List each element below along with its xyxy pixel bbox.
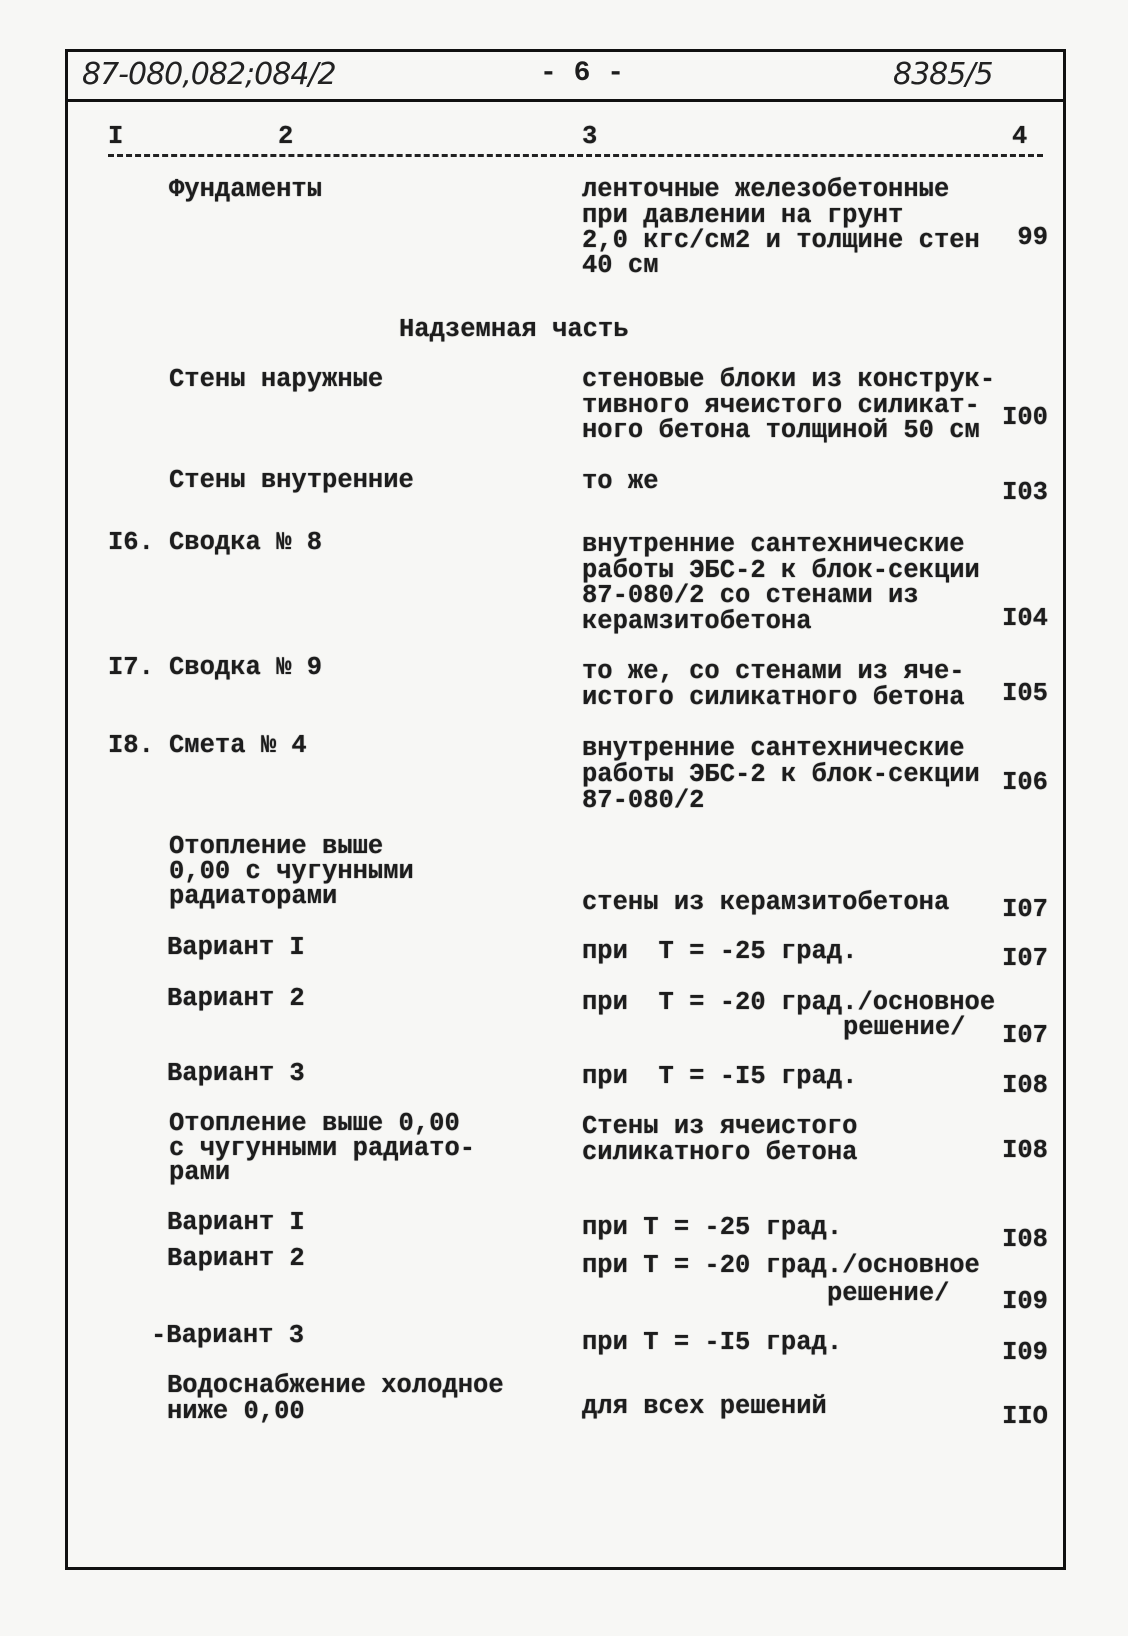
item-description: при давлении на грунт	[582, 201, 904, 230]
item-description: силикатного бетона	[582, 1138, 858, 1167]
item-name: Вариант I	[167, 1208, 305, 1237]
item-description: Стены из ячеистого	[582, 1112, 858, 1141]
item-description: керамзитобетона	[582, 607, 812, 636]
item-name: 0,00 с чугунными	[169, 857, 414, 886]
item-description: стены из керамзитобетона	[582, 888, 950, 917]
item-description: тивного ячеистого силикат-	[582, 391, 980, 420]
column-number-3: 3	[582, 122, 598, 151]
document-codes: 87-080,082;084/2	[82, 57, 336, 92]
item-page: I07	[1002, 1021, 1048, 1050]
item-page: IIO	[1002, 1402, 1048, 1431]
header-divider	[65, 99, 1066, 102]
item-description: внутренние сантехнические	[582, 530, 965, 559]
item-number: I8.	[108, 731, 154, 760]
item-page: I04	[1002, 604, 1048, 633]
item-page: I06	[1002, 768, 1048, 797]
item-name: Фундаменты	[169, 175, 323, 204]
item-page: 99	[1017, 223, 1048, 252]
item-name: ниже 0,00	[167, 1397, 305, 1426]
item-name: Смета № 4	[169, 731, 307, 760]
item-description: при Т = -25 град.	[582, 937, 858, 966]
item-name: Сводка № 8	[169, 528, 323, 557]
item-name: Водоснабжение холодное	[167, 1371, 504, 1400]
item-description: внутренние сантехнические	[582, 734, 965, 763]
column-header-line	[108, 154, 1043, 157]
item-page: I05	[1002, 679, 1048, 708]
item-name: Отопление выше	[169, 832, 384, 861]
item-description: 87-080/2 со стенами из	[582, 581, 919, 610]
item-page: I09	[1002, 1287, 1048, 1316]
item-description: то же	[582, 467, 659, 496]
item-number: I6.	[108, 528, 154, 557]
item-description: работы ЭБС-2 к блок-секции	[582, 760, 980, 789]
item-page: I09	[1002, 1338, 1048, 1367]
item-number: I7.	[108, 653, 154, 682]
item-name: Сводка № 9	[169, 653, 323, 682]
item-description: при Т = -20 град./основное	[582, 988, 996, 1017]
item-name: Вариант I	[167, 933, 305, 962]
item-page: I03	[1002, 478, 1048, 507]
item-description: решение/	[827, 1279, 950, 1308]
sheet-number: 8385/5	[893, 57, 993, 92]
item-description: при Т = -20 град./основное	[582, 1251, 980, 1280]
item-page: I00	[1002, 403, 1048, 432]
column-number-2: 2	[278, 122, 294, 151]
item-name: -Вариант 3	[151, 1321, 305, 1350]
page-number: - 6 -	[540, 58, 625, 89]
item-name: Вариант 2	[167, 1244, 305, 1273]
item-description: работы ЭБС-2 к блок-секции	[582, 556, 980, 585]
item-page: I08	[1002, 1136, 1048, 1165]
item-name: Стены внутренние	[169, 466, 414, 495]
item-name: Вариант 2	[167, 984, 305, 1013]
item-description: ного бетона толщиной 50 см	[582, 416, 980, 445]
item-description: 87-080/2	[582, 786, 705, 815]
item-description: истого силикатного бетона	[582, 683, 965, 712]
item-description: для всех решений	[582, 1392, 827, 1421]
item-name: Стены наружные	[169, 365, 384, 394]
item-description: при Т = -I5 град.	[582, 1062, 858, 1091]
item-description: стеновые блоки из конструк-	[582, 365, 996, 394]
item-description: ленточные железобетонные	[582, 175, 950, 204]
item-description: решение/	[843, 1013, 966, 1042]
item-name: Отопление выше 0,00	[169, 1109, 460, 1138]
item-page: I07	[1002, 944, 1048, 973]
item-page: I08	[1002, 1225, 1048, 1254]
item-name: рами	[169, 1158, 231, 1187]
column-number-1: I	[108, 122, 124, 151]
item-description: 40 см	[582, 251, 659, 280]
item-description: при Т = -25 град.	[582, 1213, 843, 1242]
item-page: I07	[1002, 895, 1048, 924]
column-number-4: 4	[1012, 122, 1028, 151]
item-description: то же, со стенами из яче-	[582, 657, 965, 686]
item-description: 2,0 кгс/см2 и толщине стен	[582, 226, 980, 255]
item-name: Вариант 3	[167, 1059, 305, 1088]
item-page: I08	[1002, 1071, 1048, 1100]
item-description: при Т = -I5 град.	[582, 1328, 843, 1357]
section-title: Надземная часть	[399, 315, 629, 344]
item-name: с чугунными радиато-	[169, 1134, 476, 1163]
item-name: радиаторами	[169, 882, 338, 911]
